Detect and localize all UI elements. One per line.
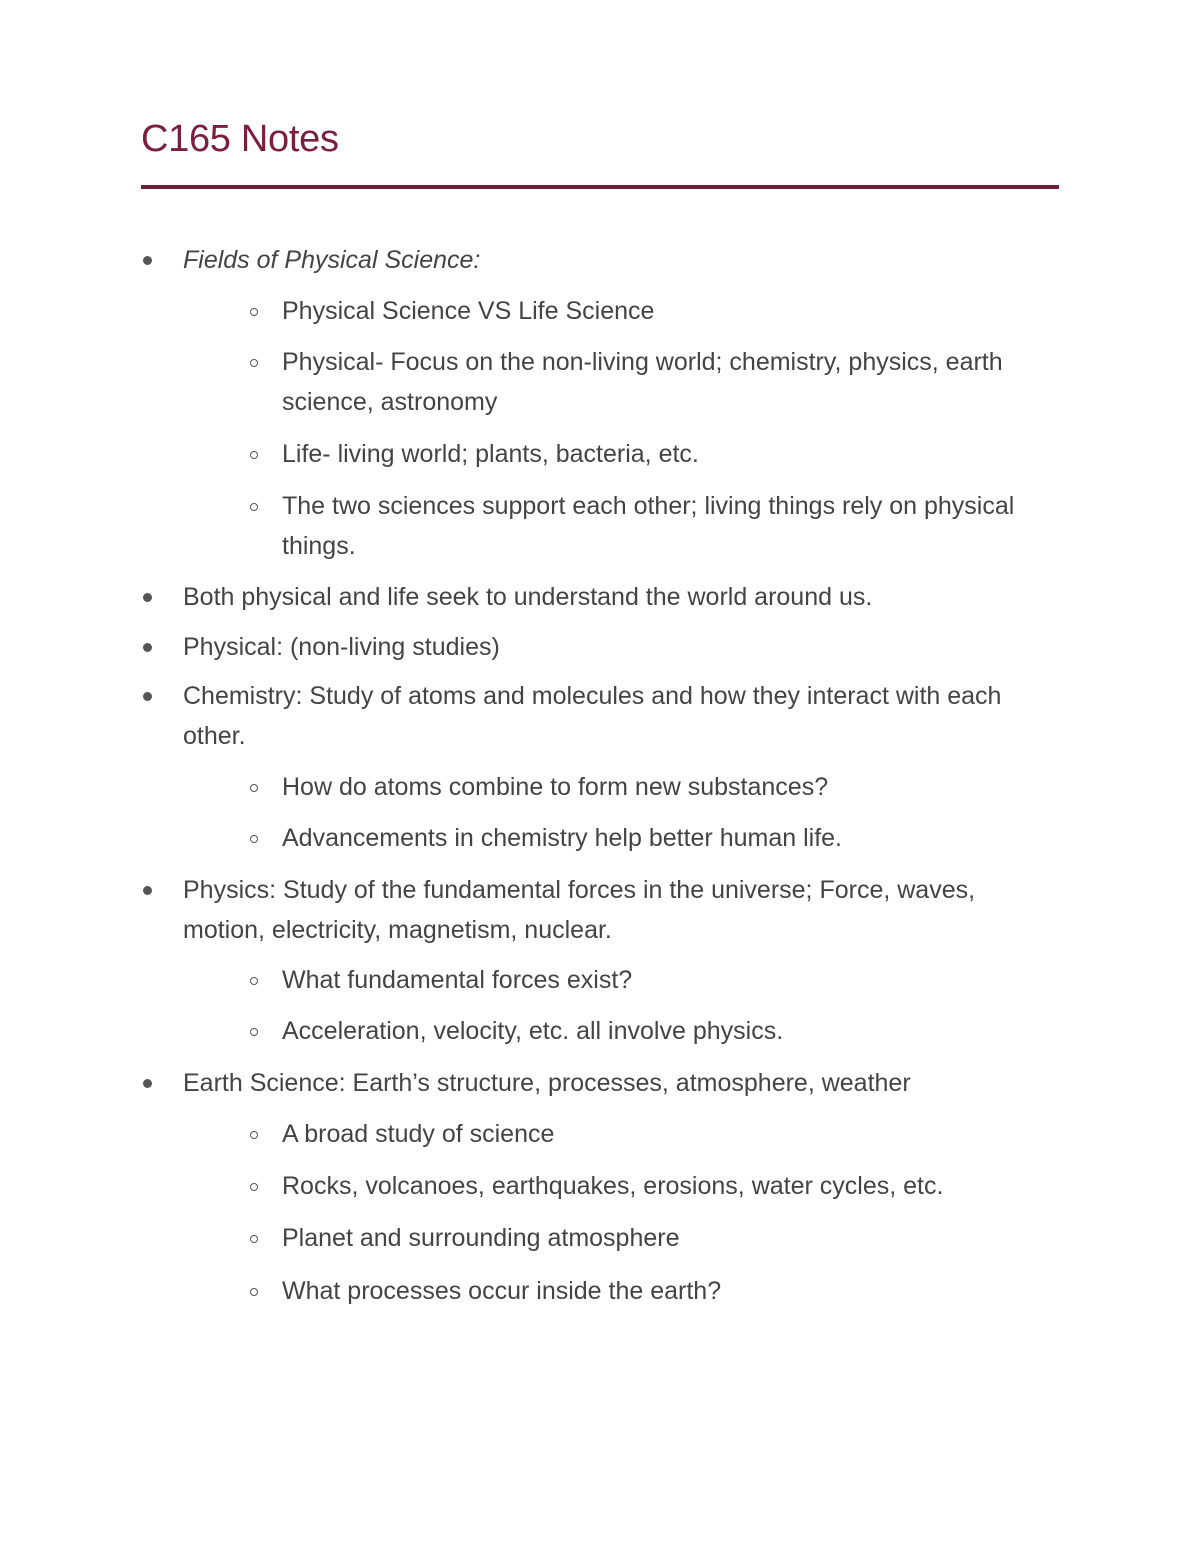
list-item-text: What processes occur inside the earth? (282, 1277, 722, 1305)
circle-bullet-icon (250, 1288, 258, 1296)
circle-bullet-icon (250, 503, 258, 511)
circle-bullet-icon (250, 308, 258, 316)
list-item-text: Chemistry: Study of atoms and molecules and how they interact with each other. (183, 682, 1002, 750)
sub-list-item (282, 291, 1072, 331)
list-item-text: Planet and surrounding atmosphere (282, 1224, 680, 1252)
list-item (183, 870, 1063, 950)
list-item-text: How do atoms combine to form new substances? (282, 773, 829, 801)
sub-list-item (282, 1166, 1072, 1206)
list-item (183, 676, 1063, 756)
sub-list-item (282, 1114, 1072, 1154)
circle-bullet-icon (250, 977, 258, 985)
sub-list-item (282, 434, 1072, 474)
sub-list-item (282, 1011, 1072, 1051)
sub-list-item (282, 767, 1072, 807)
list-item-text: Physical: (non-living studies) (183, 633, 500, 661)
circle-bullet-icon (250, 359, 258, 367)
sub-list-item (282, 818, 1072, 858)
list-item-text: Physical Science VS Life Science (282, 297, 655, 325)
list-item-text: Rocks, volcanoes, earthquakes, erosions, water cycles, etc. (282, 1172, 944, 1200)
list-item-text: A broad study of science (282, 1120, 555, 1148)
circle-bullet-icon (250, 835, 258, 843)
page-title: C165 Notes (141, 118, 339, 160)
bullet-icon (143, 256, 152, 265)
list-item (183, 240, 1063, 280)
sub-list-item (282, 960, 1072, 1000)
list-item-text: Fields of Physical Science: (183, 246, 481, 274)
bullet-icon (143, 886, 152, 895)
sub-list-item (282, 342, 1072, 422)
list-item (183, 1063, 1063, 1103)
list-item-text: Life- living world; plants, bacteria, etc. (282, 440, 699, 468)
bullet-icon (143, 1079, 152, 1088)
sub-list-item (282, 1218, 1072, 1258)
list-item-text: The two sciences support each other; living things rely on physical things. (282, 492, 1015, 560)
circle-bullet-icon (250, 451, 258, 459)
list-item-text: Both physical and life seek to understand the world around us. (183, 583, 873, 611)
circle-bullet-icon (250, 1131, 258, 1139)
circle-bullet-icon (250, 784, 258, 792)
circle-bullet-icon (250, 1235, 258, 1243)
list-item (183, 627, 1063, 667)
circle-bullet-icon (250, 1183, 258, 1191)
sub-list-item (282, 486, 1072, 566)
bullet-icon (143, 692, 152, 701)
list-item-text: Acceleration, velocity, etc. all involve physics. (282, 1017, 784, 1045)
list-item-text: Physics: Study of the fundamental forces in the universe; Force, waves, motion, electricity, magnetism, nuclear. (183, 876, 976, 944)
sub-list-item (282, 1271, 1072, 1311)
list-item-text: Earth Science: Earth’s structure, processes, atmosphere, weather (183, 1069, 911, 1097)
circle-bullet-icon (250, 1028, 258, 1036)
list-item-text: Physical- Focus on the non-living world; chemistry, physics, earth science, astronomy (282, 348, 1003, 416)
list-item-text: What fundamental forces exist? (282, 966, 633, 994)
bullet-icon (143, 643, 152, 652)
list-item-text: Advancements in chemistry help better human life. (282, 824, 842, 852)
list-item (183, 577, 1063, 617)
bullet-icon (143, 593, 152, 602)
